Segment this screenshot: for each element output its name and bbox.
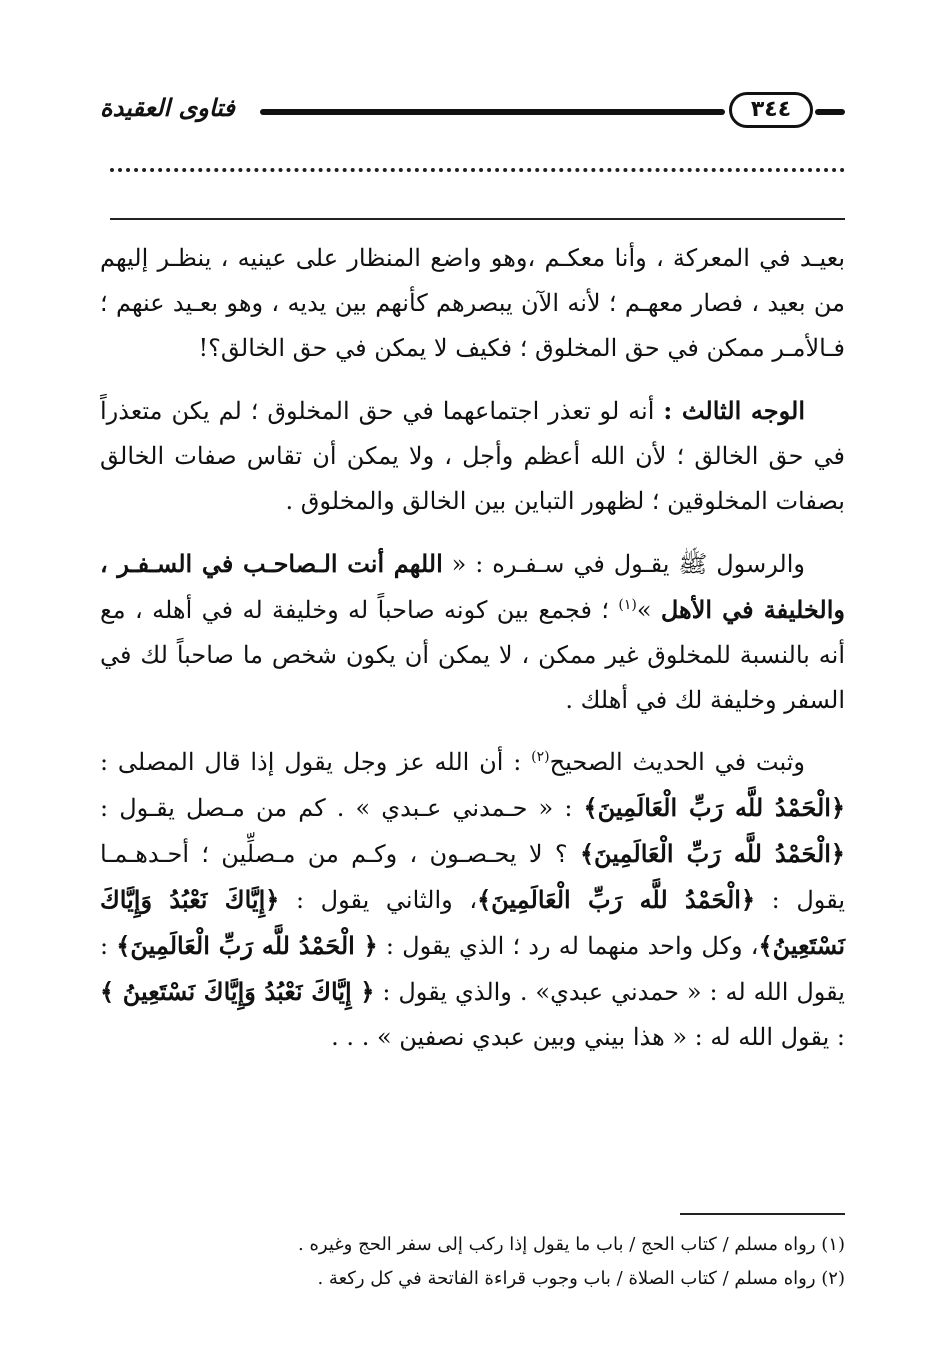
paragraph-4-text-d: ؟ لا يحـصـون ، وكـم من مـصلِّين ؛ أحـدهـمـا يقول : — [100, 840, 846, 914]
quran-verse-iyyak: ﴿إِيَّاكَ نَعْبُدُ وَإِيَّاكَ نَسْتَعِينُ﴾ — [100, 885, 846, 960]
footnote-rule — [680, 1213, 845, 1215]
header-rule — [260, 109, 725, 115]
hadith-quote: اللهم أنت الـصاحـب في السـفـر ، والخليفة في الأهل — [100, 549, 845, 624]
footnote-ref-2[interactable]: (٢) — [531, 749, 550, 765]
paragraph-2 — [100, 388, 845, 524]
body-text — [100, 236, 845, 1077]
header-separator — [110, 218, 845, 220]
paragraph-4-text-g: : يقول الله له : « حمدني عبدي» . والذي يقول : — [100, 932, 845, 1006]
footnotes — [205, 1228, 845, 1296]
footnote-1: (١) رواه مسلم / كتاب الحج / باب ما يقول إذا ركب إلى سفر الحج وغيره . — [298, 1234, 845, 1255]
paragraph-4-text-e: ، والثاني يقول : — [295, 886, 478, 914]
quran-verse-hamd: ﴿ الْحَمْدُ للَّه رَبِّ الْعَالَمِينَ﴾ — [116, 931, 378, 960]
page-header — [100, 92, 845, 132]
paragraph-3 — [100, 541, 845, 723]
paragraph-4-intro: وثبت في الحديث الصحيح — [549, 748, 805, 776]
page-number: ٣٤٤ — [729, 92, 813, 128]
book-title: فتاوى العقيدة — [100, 94, 235, 122]
quran-verse-hamd: ﴿الْحَمْدُ للَّه رَبِّ الْعَالَمِينَ﴾ — [583, 793, 846, 822]
third-aspect-label: الوجه الثالث : — [663, 396, 805, 425]
quran-verse-hamd: ﴿الْحَمْدُ للَّه رَبِّ الْعَالَمِينَ﴾ — [477, 885, 756, 914]
quran-verse-hamd: ﴿الْحَمْدُ للَّه رَبِّ الْعَالَمِينَ﴾ — [579, 839, 845, 868]
paragraph-4-text-b: : أن الله عز وجل يقول إذا قال المصلى : — [100, 748, 532, 776]
header-rule-right — [815, 109, 845, 115]
paragraph-3-intro: والرسول ﷺ يقـول في سـفـره : « — [442, 550, 806, 578]
paragraph-4-text-c: : « حـمدني عـبدي » . كم من مـصل يقـول : — [100, 794, 584, 822]
footnote-ref-1[interactable]: (١) — [618, 597, 637, 613]
quote-close: » — [636, 596, 661, 624]
paragraph-2-text: أنه لو تعذر اجتماعهما في حق المخلوق ؛ لم يكن متعذراً في حق الخالق ؛ لأن الله أعظم وأجل ، ولا يمكن أن تقاس صفات الخالق بصفات المخلوقين ؛ لظهور التباين بين الخالق والمخلوق . — [100, 397, 845, 515]
paragraph-4-text-h: : يقول الله له : « هذا بيني وبين عبدي نصفين » . . . — [331, 1023, 845, 1051]
footnote-2: (٢) رواه مسلم / كتاب الصلاة / باب وجوب قراءة الفاتحة في كل ركعة . — [317, 1268, 845, 1289]
paragraph-4 — [100, 740, 845, 1060]
paragraph-1: بعيـد في المعركة ، وأنا معكـم ،وهو واضع المنظار على عينيه ، ينظـر إليهم من بعيد ، فصار معهـم ؛ لأنه الآن يبصرهم كأنهم بين يديه ، وهو بعـيد عنهم ؛ فـالأمـر ممكن في حق المخلوق ؛ فكيف لا يمكن في حق الخالق؟! — [100, 244, 845, 362]
quran-verse-iyyak: ﴿ إِيَّاكَ نَعْبُدُ وَإِيَّاكَ نَسْتَعِينُ ﴾ — [100, 977, 375, 1006]
paragraph-3-text: ؛ فجمع بين كونه صاحباً له وخليفة له في أهله ، مع أنه بالنسبة للمخلوق غير ممكن ، لا يمكن أن يكون شخص ما صاحباً لك في السفر وخليفة لك في أهلك . — [100, 596, 845, 714]
paragraph-4-text-f: ، وكل واحد منهما له رد ؛ الذي يقول : — [385, 932, 759, 960]
dotted-divider — [110, 168, 845, 172]
